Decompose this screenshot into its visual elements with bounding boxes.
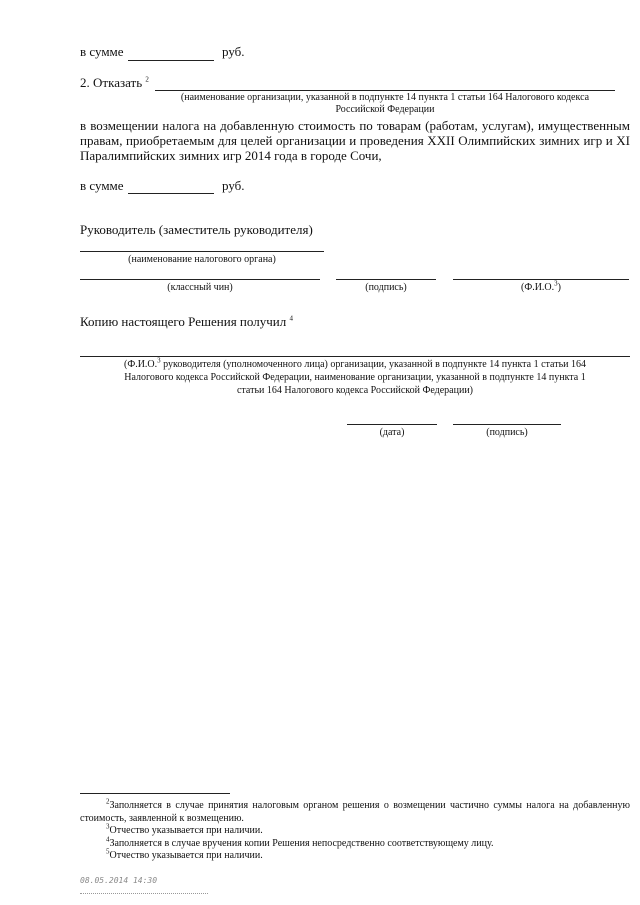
recipient-underline	[80, 356, 630, 357]
recipient-signature-caption: (подпись)	[486, 427, 528, 438]
sum-underline	[128, 60, 214, 61]
rub-label: руб.	[222, 44, 245, 59]
footnotes	[80, 797, 630, 863]
fio-underline	[453, 279, 629, 280]
org-underline	[155, 90, 615, 91]
tax-org-caption: (наименование налогового органа)	[128, 254, 276, 265]
org-caption-2: Российской Федерации	[335, 104, 435, 115]
footnote-2: $^2$Заполняется в случае принятия налоговым органом решения о возмещении частично суммы налога на добавленную стоимость, заявленной к возмещению.	[80, 797, 630, 824]
rank-underline	[80, 279, 320, 280]
print-stamp: 08.05.2014 14:30	[80, 876, 158, 885]
footnote-separator	[80, 793, 230, 794]
footnote-5: $^5$Отчество указывается при наличии.	[106, 847, 263, 861]
recipient-signature-underline	[453, 424, 561, 425]
refuse-label: 2. Отказать $^2$	[80, 75, 149, 90]
rub-label-2: руб.	[222, 178, 245, 193]
sum-label-2: в сумме	[80, 178, 124, 193]
tax-org-underline	[80, 251, 324, 252]
org-caption-1: (наименование организации, указанной в подпункте 14 пункта 1 статьи 164 Налогового кодекса	[180, 92, 590, 103]
print-stamp-illegible	[80, 893, 208, 894]
copy-label: Копию настоящего Решения получил $^4$	[80, 314, 293, 329]
main-paragraph: в возмещении налога на добавленную стоимость по товарам (работам, услугам), имущественным правам, приобретаемым для целей организации и проведения XXII Олимпийских зимних игр и XI Паралимпийских зимних игр 2014 года в городе Сочи,	[80, 118, 630, 163]
footnote-ref-2: 2	[145, 75, 149, 84]
footnote-4: $^4$Заполняется в случае вручения копии Решения непосредственно соответствующему лицу.	[106, 835, 494, 849]
fio-caption: (Ф.И.О.$^3$)	[520, 279, 562, 293]
footnote-ref-4: 4	[289, 314, 293, 323]
sum-label: в сумме	[80, 44, 124, 59]
recipient-caption-3: статьи 164 Налогового кодекса Российской Федерации)	[236, 385, 474, 396]
sum-underline-2	[128, 193, 214, 194]
signature-caption: (подпись)	[365, 282, 407, 293]
recipient-caption-2: Налогового кодекса Российской Федерации, наименование организации, указанной в подпункте 14 пункта 1	[124, 372, 586, 383]
date-caption: (дата)	[379, 427, 405, 438]
date-underline	[347, 424, 437, 425]
signature-underline	[336, 279, 436, 280]
recipient-caption-1: (Ф.И.О.$^3$ руководителя (уполномоченного лица) организации, указанной в подпункте 14 пункта 1 статьи 164	[123, 356, 586, 370]
head-label: Руководитель (заместитель руководителя)	[80, 222, 313, 237]
footnote-3: $^3$Отчество указывается при наличии.	[106, 822, 263, 836]
rank-caption: (классный чин)	[167, 282, 233, 293]
